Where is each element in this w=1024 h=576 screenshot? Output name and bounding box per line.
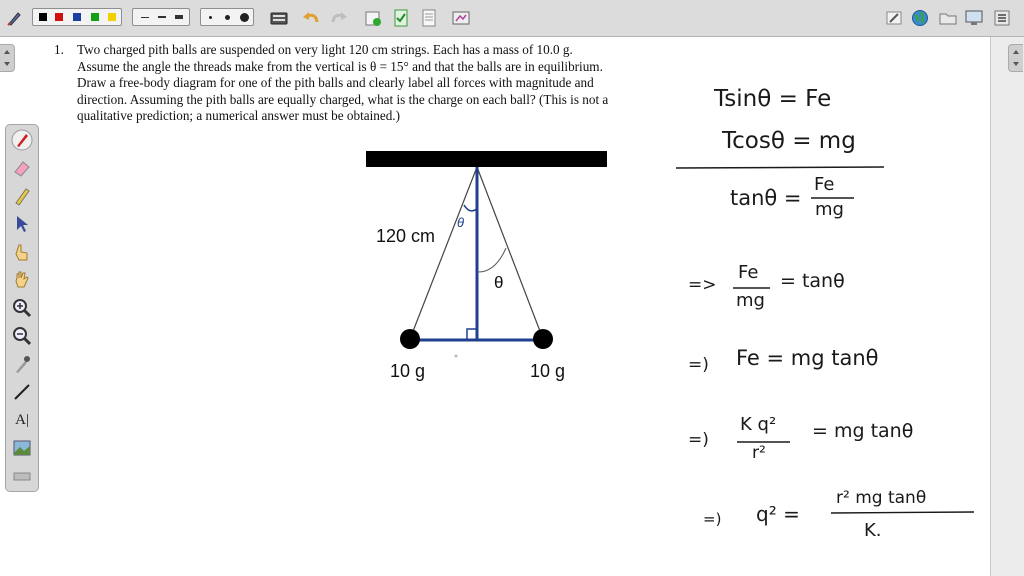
- step1-num: Fe: [738, 262, 759, 283]
- equation-tan-lhs: tanθ =: [730, 186, 802, 210]
- menu-icon[interactable]: [993, 9, 1011, 27]
- globe-icon[interactable]: [911, 9, 929, 27]
- monitor-icon[interactable]: [965, 9, 983, 27]
- step1-den: mg: [736, 290, 765, 311]
- step1-rhs: = tanθ: [780, 270, 845, 292]
- step4-num: r² mg tanθ: [836, 488, 927, 508]
- select-arrow-icon[interactable]: [11, 213, 33, 235]
- step4-arrow: =): [703, 510, 722, 528]
- line-tool-icon[interactable]: [11, 381, 33, 403]
- left-mass-label: 10 g: [390, 361, 426, 381]
- color-red-swatch[interactable]: [55, 13, 63, 21]
- step3-arrow: =): [688, 430, 709, 450]
- step1-arrow: =>: [688, 275, 717, 295]
- new-page-icon[interactable]: [364, 9, 382, 27]
- stray-dot: [455, 355, 458, 358]
- division-line: [674, 166, 888, 170]
- top-toolbar: [0, 0, 1024, 37]
- arrows-icon: [1009, 45, 1023, 71]
- highlighter-icon[interactable]: [11, 185, 33, 207]
- equation-tcos: Tcosθ = mg: [722, 128, 856, 154]
- paint-icon[interactable]: [885, 9, 903, 27]
- large-angle-arc: [477, 248, 506, 272]
- zoom-out-icon[interactable]: [11, 325, 33, 347]
- more-tools-icon[interactable]: [11, 465, 33, 487]
- line-thick[interactable]: [175, 15, 183, 19]
- right-string: [477, 167, 543, 339]
- color-black-swatch[interactable]: [39, 13, 47, 21]
- image-tool-icon[interactable]: [11, 437, 33, 459]
- ceiling-bar: [366, 151, 607, 167]
- right-mass-label: 10 g: [530, 361, 566, 381]
- string-length-label: 120 cm: [376, 226, 436, 246]
- equation-tan-num: Fe: [814, 174, 835, 195]
- point-medium[interactable]: [225, 15, 230, 20]
- pen-tool-icon[interactable]: [11, 129, 33, 151]
- line-style-palette: [132, 8, 190, 26]
- text-tool-icon[interactable]: A|: [15, 412, 29, 428]
- point-small[interactable]: [209, 16, 212, 19]
- left-panel-toggle[interactable]: [0, 44, 15, 72]
- step2-equation: Fe = mg tanθ: [736, 346, 879, 370]
- problem-number: 1.: [54, 42, 64, 57]
- right-panel-toggle[interactable]: [1008, 44, 1023, 72]
- tool-panel: [5, 124, 39, 492]
- undo-icon[interactable]: [302, 9, 320, 27]
- step4-lhs: q² =: [756, 502, 800, 526]
- point-size-palette: [200, 8, 254, 26]
- left-string: [410, 167, 477, 339]
- redo-icon[interactable]: [330, 9, 348, 27]
- screen-capture-icon[interactable]: [452, 9, 470, 27]
- color-yellow-swatch[interactable]: [108, 13, 116, 21]
- step3-den: r²: [752, 443, 766, 463]
- problem-text: Two charged pith balls are suspended on very light 120 cm strings. Each has a mass of 10.0 g. Assume the angle the threads make from the vertical is θ = 15° and that the balls are in equilibrium. Draw a free-body diagram for one of the pith balls and clearly label all forces with magnitude and direction. Assuming the pith balls are equally charged, what is the charge on each ball? (This is not a qualitative prediction; a numerical answer must be obtained.): [77, 42, 609, 124]
- step4-den: K.: [864, 520, 882, 541]
- left-pith-ball: [400, 329, 420, 349]
- point-large[interactable]: [240, 13, 249, 22]
- arrows-icon: [0, 45, 14, 71]
- step3-rhs: = mg tanθ: [812, 420, 914, 442]
- eraser-icon[interactable]: [11, 157, 33, 179]
- small-theta-label: θ: [457, 215, 465, 230]
- dropper-icon[interactable]: [11, 353, 33, 375]
- color-green-swatch[interactable]: [91, 13, 99, 21]
- pointer-hand-icon[interactable]: [11, 241, 33, 263]
- large-theta-label: θ: [494, 273, 504, 292]
- pendulum-diagram: [360, 145, 620, 395]
- pan-hand-icon[interactable]: [11, 269, 33, 291]
- color-blue-swatch[interactable]: [73, 13, 81, 21]
- equation-tan-den: mg: [815, 199, 844, 220]
- step3-num: K q²: [740, 414, 777, 435]
- folder-icon[interactable]: [939, 9, 957, 27]
- right-pith-ball: [533, 329, 553, 349]
- line-medium[interactable]: [158, 16, 166, 18]
- fraction-bar: [830, 510, 976, 515]
- page-green-icon[interactable]: [392, 9, 410, 27]
- line-thin[interactable]: [141, 17, 149, 18]
- keyboard-icon[interactable]: [270, 9, 288, 27]
- zoom-in-icon[interactable]: [11, 297, 33, 319]
- pen-icon[interactable]: [6, 9, 24, 27]
- page-icon[interactable]: [420, 9, 438, 27]
- step2-arrow: =): [688, 355, 709, 375]
- equation-tsin: Tsinθ = Fe: [714, 86, 832, 112]
- color-palette: [32, 8, 122, 26]
- vertical-scrollbar[interactable]: [990, 37, 1024, 576]
